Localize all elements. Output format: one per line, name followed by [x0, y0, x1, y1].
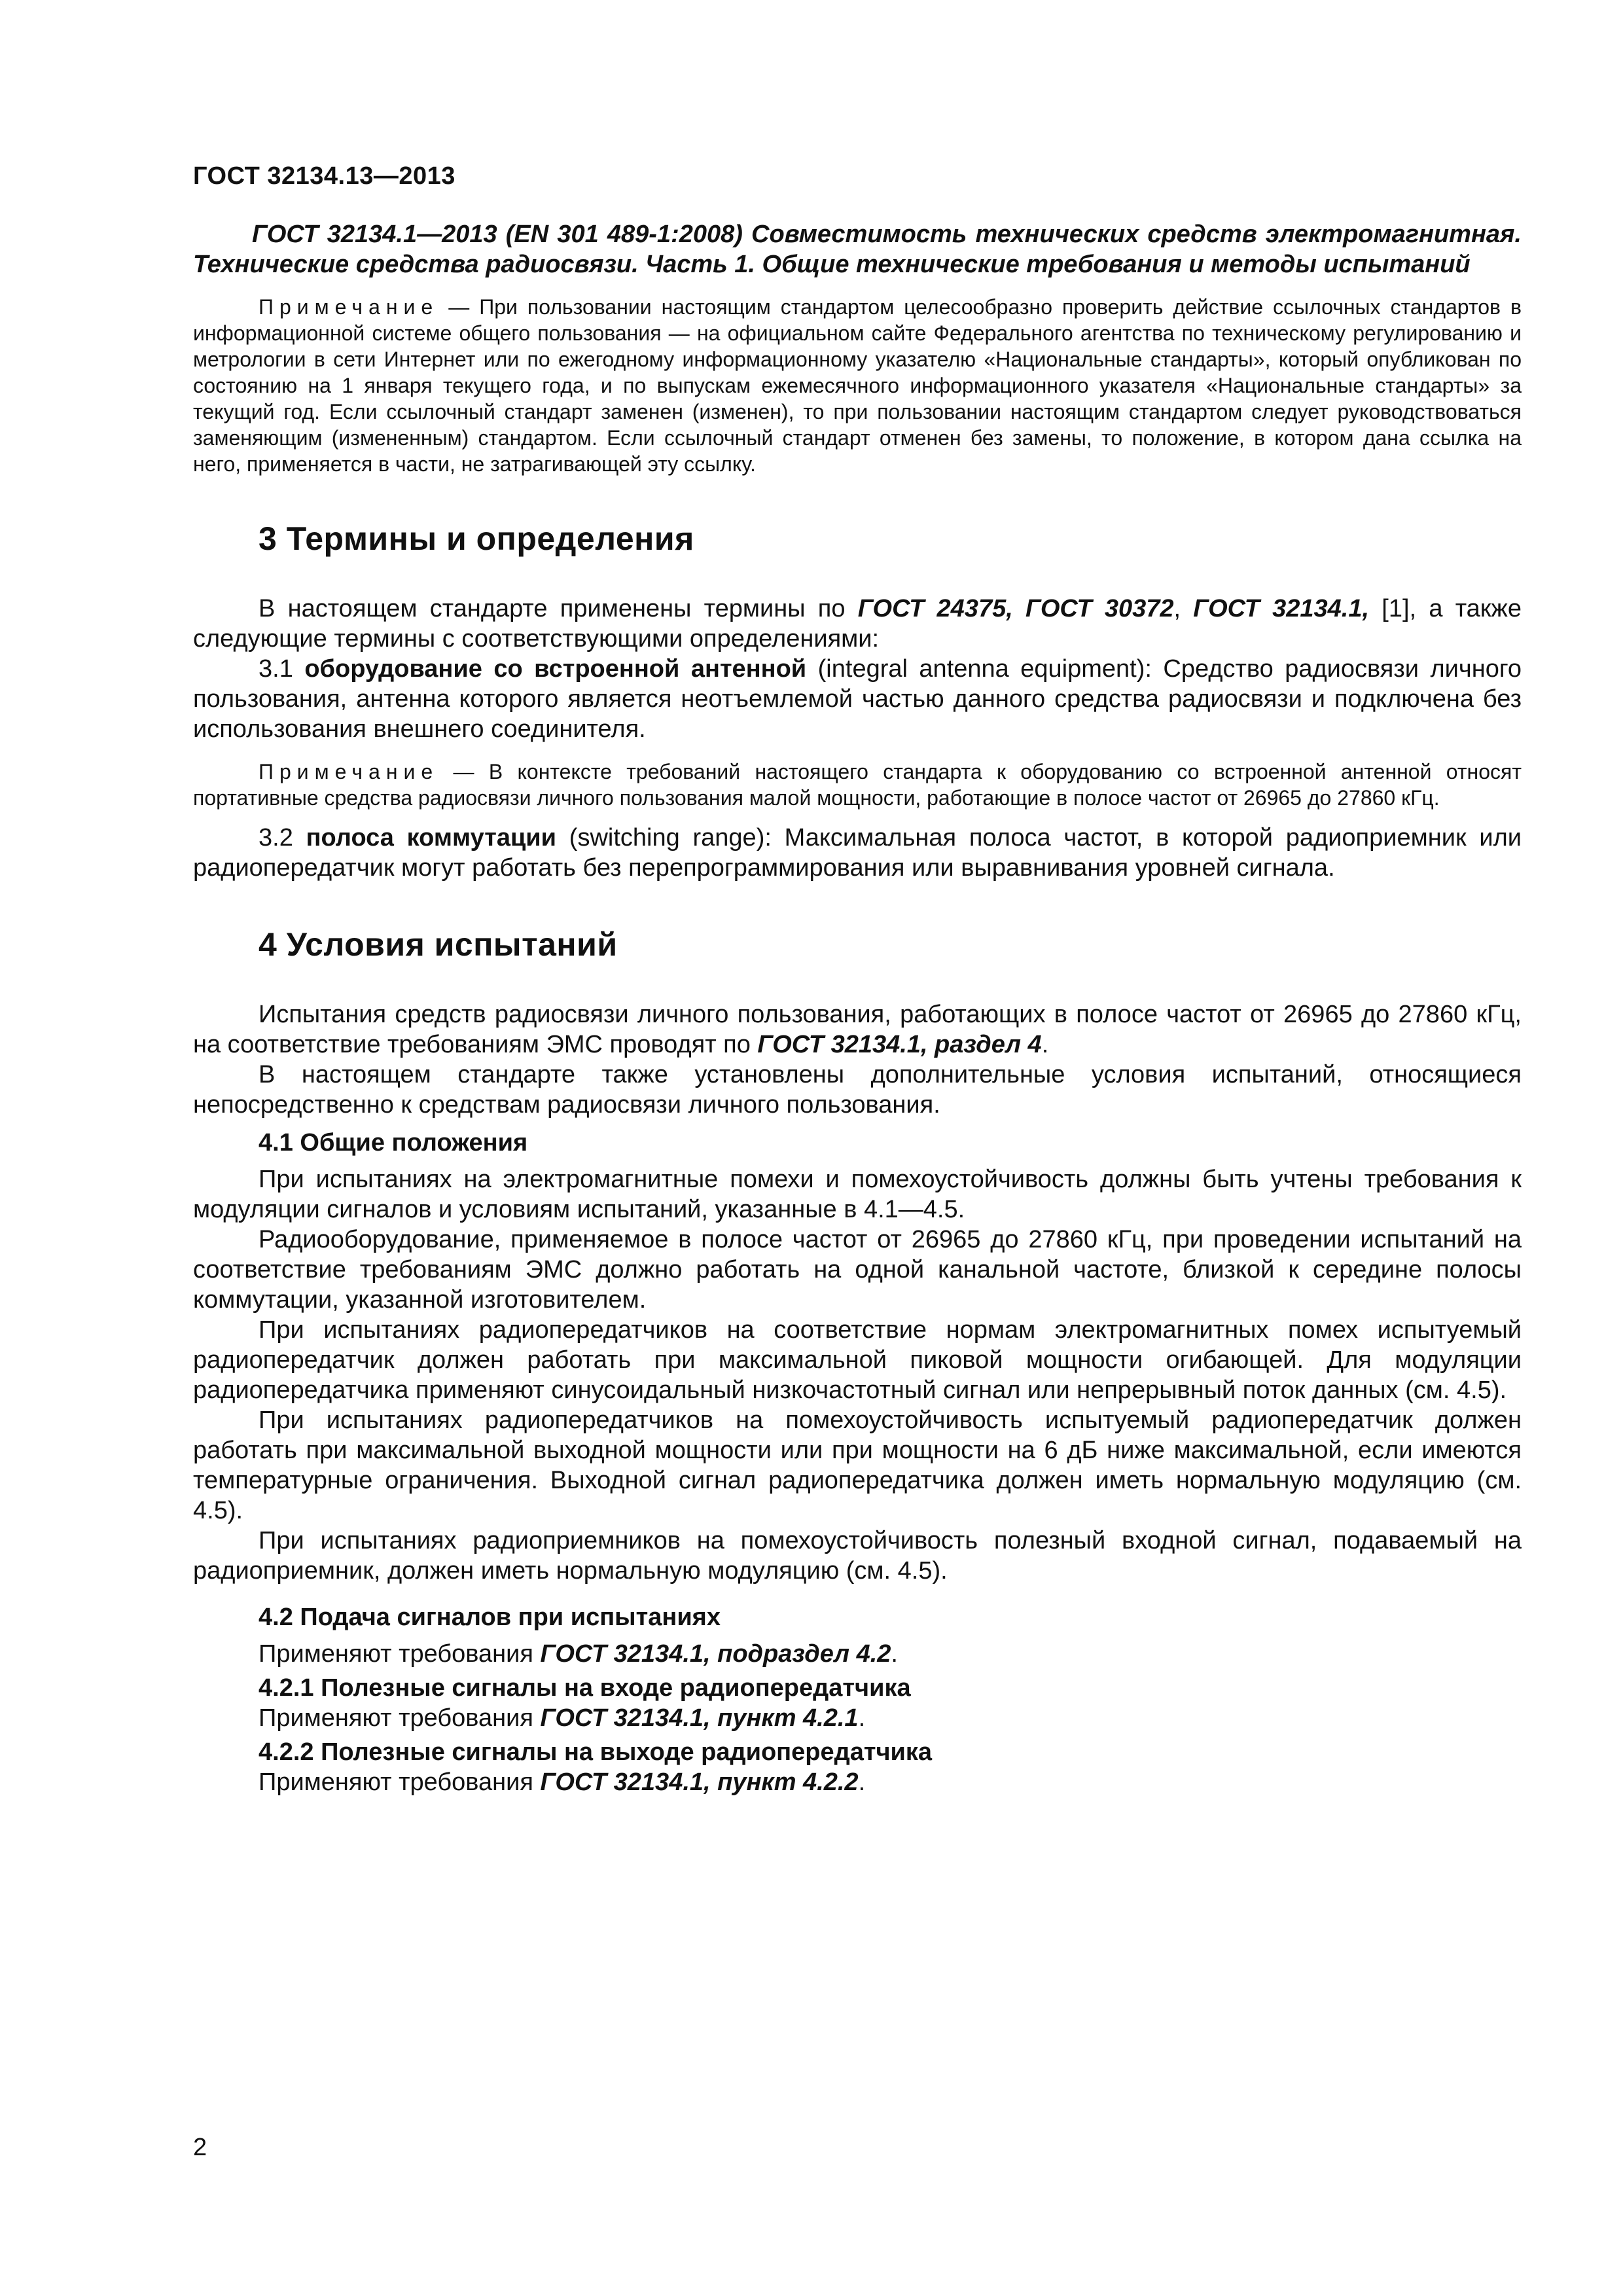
- standard-reference: ГОСТ 32134.1, раздел 4: [757, 1031, 1042, 1058]
- subsection-4-1-paragraph-1: При испытаниях на электромагнитные помехи и помехоустойчивость должны быть учтены требования к модуляции сигналов и условиям испытаний, указанные в 4.1—4.5.: [193, 1166, 1522, 1223]
- subsection-4-1-paragraph-4: При испытаниях радиопередатчиков на помехоустойчивость испытуемый радиопередатчик должен работать при максимальной выходной мощности или при мощности на 6 дБ ниже максимальной, если имеются температурные ограничения. Выходной сигнал радиопередатчика должен иметь нормальную модуляцию (см. 4.5).: [193, 1407, 1522, 1524]
- page-number: 2: [193, 2134, 207, 2161]
- subsection-4-2-heading: 4.2 Подача сигналов при испытаниях: [259, 1604, 721, 1631]
- section-4-paragraph-2: В настоящем стандарте также установлены дополнительные условия испытаний, относящиеся непосредственно к средствам радиосвязи личного пользования.: [193, 1061, 1522, 1119]
- standard-reference: ГОСТ 32134.1, пункт 4.2.2: [540, 1768, 859, 1796]
- document-code-header: ГОСТ 32134.13—2013: [193, 162, 455, 190]
- subsection-4-2-1-heading: 4.2.1 Полезные сигналы на входе радиопередатчика: [259, 1674, 911, 1702]
- subsection-4-2-1-paragraph: [193, 1703, 1522, 1733]
- page-content: [193, 219, 1522, 1797]
- intro-ref-1: ГОСТ 24375, ГОСТ 30372: [857, 595, 1174, 622]
- paragraph-text: Применяют требования: [259, 1768, 541, 1796]
- intro-separator: ,: [1173, 595, 1194, 622]
- note-label: Примечание: [259, 760, 439, 783]
- standard-reference: ГОСТ 32134.1, пункт 4.2.1: [540, 1704, 859, 1732]
- term-definition: (integral antenna equipment): Средство радиосвязи личного пользования, антенна которого является неотъемлемой частью данного средства радиосвязи и подключена без использования внешнего соединителя.: [193, 655, 1522, 743]
- term-3-1: [193, 654, 1522, 744]
- subsection-4-2-2-heading: 4.2.2 Полезные сигналы на выходе радиопередатчика: [259, 1738, 933, 1766]
- intro-text: В настоящем стандарте применены термины по: [259, 595, 858, 622]
- paragraph-end: .: [858, 1704, 866, 1732]
- note-paragraph: [193, 294, 1522, 477]
- section-3-heading: 3 Термины и определения: [259, 520, 694, 557]
- section-3-intro: [193, 594, 1522, 654]
- term-number: 3.2: [259, 824, 306, 852]
- subsection-4-1-paragraph-2: Радиооборудование, применяемое в полосе частот от 26965 до 27860 кГц, при проведении испытаний на соответствие требованиям ЭМС должно работать на одной канальной частоте, близкой к середине полосы коммутации, указанной изготовителем.: [193, 1226, 1522, 1314]
- intro-text-end: [1], а также следующие термины с соответствующими определениями:: [193, 595, 1522, 653]
- paragraph-end: .: [1041, 1031, 1049, 1058]
- intro-ref-2: ГОСТ 32134.1,: [1193, 595, 1370, 622]
- note-text: — При пользовании настоящим стандартом целесообразно проверить действие ссылочных стандартов в информационной системе общего пользования — на официальном сайте Федерального агентства по техническому регулированию и метрологии в сети Интернет или по ежегодному информационному указателю «Национальные стандарты», который опубликован по состоянию на 1 января текущего года, и по выпускам ежемесячного информационного указателя «Национальные стандарты» за текущий год. Если ссылочный стандарт заменен (изменен), то при пользовании настоящим стандартом следует руководствоваться заменяющим (измененным) стандартом. Если ссылочный стандарт отменен без замены, то положение, в котором дана ссылка на него, применяется в части, не затрагивающей эту ссылку.: [193, 295, 1522, 476]
- subsection-4-2-2-paragraph: [193, 1767, 1522, 1797]
- section-4-heading: 4 Условия испытаний: [259, 926, 618, 963]
- normative-reference: ГОСТ 32134.1—2013 (EN 301 489-1:2008) Совместимость технических средств электромагнитная. Технические средства радиосвязи. Часть 1. Общие технические требования и методы испытаний: [193, 221, 1522, 278]
- standard-reference: ГОСТ 32134.1, подраздел 4.2: [540, 1640, 891, 1668]
- term-name: оборудование со встроенной антенной: [304, 655, 807, 683]
- paragraph-end: .: [891, 1640, 898, 1668]
- term-definition: (switching range): Максимальная полоса частот, в которой радиоприемник или радиопередатчик могут работать без перепрограммирования или выравнивания уровней сигнала.: [193, 824, 1522, 882]
- note-2-paragraph: [193, 759, 1522, 811]
- term-3-2: [193, 823, 1522, 883]
- note-label: Примечание: [259, 295, 439, 319]
- paragraph-end: .: [858, 1768, 866, 1796]
- paragraph-text: Испытания средств радиосвязи личного пользования, работающих в полосе частот от 26965 до 27860 кГц, на соответствие требованиям ЭМС проводят по: [193, 1001, 1522, 1058]
- subsection-4-1-heading: 4.1 Общие положения: [259, 1129, 528, 1157]
- section-4-paragraph-1: [193, 999, 1522, 1060]
- subsection-4-1-paragraph-5: При испытаниях радиоприемников на помехоустойчивость полезный входной сигнал, подаваемый на радиоприемник, должен иметь нормальную модуляцию (см. 4.5).: [193, 1527, 1522, 1585]
- paragraph-text: Применяют требования: [259, 1640, 541, 1668]
- term-name: полоса коммутации: [306, 824, 557, 852]
- note-text: — В контексте требований настоящего стандарта к оборудованию со встроенной антенной относят портативные средства радиосвязи личного пользования малой мощности, работающие в полосе частот от 26965 до 27860 кГц.: [193, 760, 1522, 810]
- subsection-4-2-paragraph: [193, 1639, 1522, 1669]
- term-number: 3.1: [259, 655, 305, 683]
- paragraph-text: Применяют требования: [259, 1704, 541, 1732]
- subsection-4-1-paragraph-3: При испытаниях радиопередатчиков на соответствие нормам электромагнитных помех испытуемый радиопередатчик должен работать при максимальной пиковой мощности огибающей. Для модуляции радиопередатчика применяют синусоидальный низкочастотный сигнал или непрерывный поток данных (см. 4.5).: [193, 1316, 1522, 1404]
